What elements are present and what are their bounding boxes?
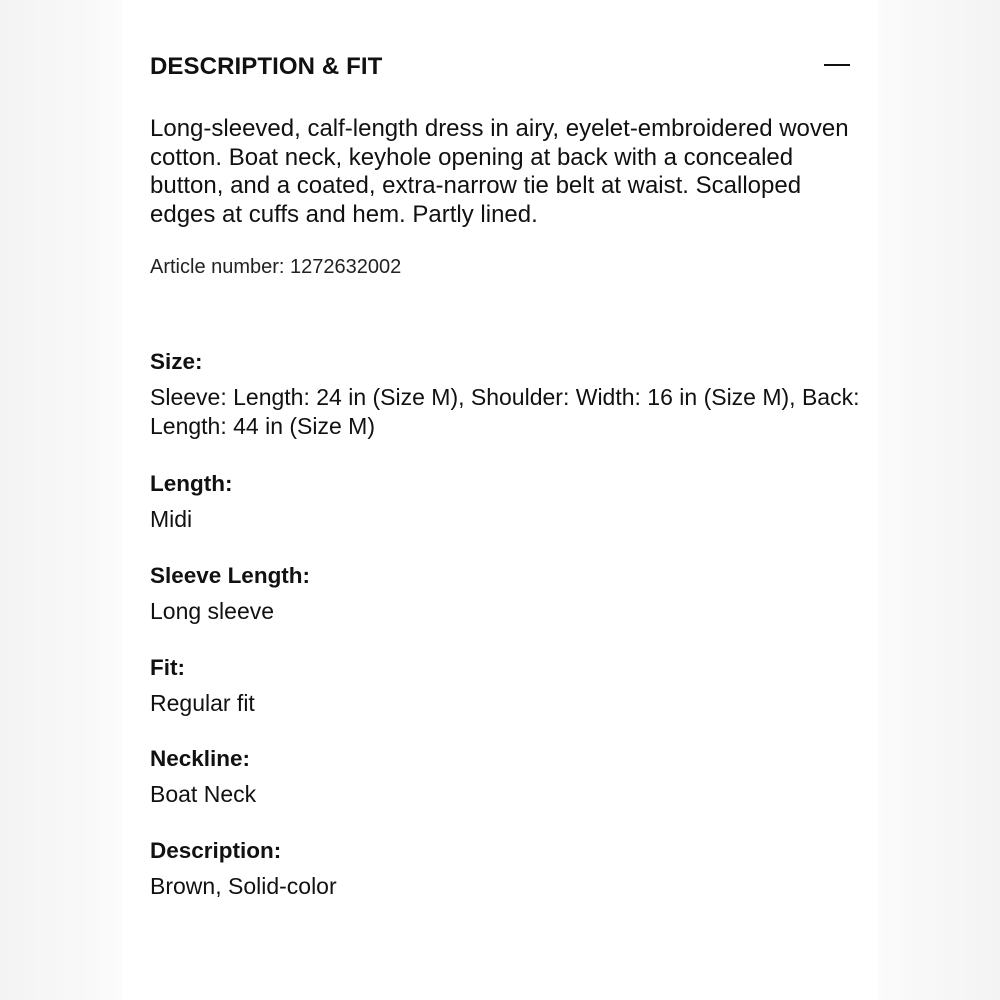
attribute-value: Brown, Solid-color	[150, 873, 337, 899]
attribute-value: Midi	[150, 506, 193, 532]
attribute-label: Sleeve Length:	[150, 563, 311, 588]
attribute-label: Neckline:	[150, 746, 251, 771]
attribute-description	[150, 837, 860, 901]
attribute-value: Sleeve: Length: 24 in (Size M), Shoulder: Width: 16 in (Size M), Back: Length: 44 in (Size M)	[150, 384, 860, 439]
attribute-value: Long sleeve	[150, 598, 275, 624]
attribute-size	[150, 348, 860, 440]
attribute-length	[150, 470, 860, 534]
attribute-neckline	[150, 745, 860, 809]
article-number: Article number: 1272632002	[150, 256, 402, 278]
attribute-sleeve-length	[150, 562, 860, 626]
minus-icon[interactable]	[822, 50, 852, 80]
description-fit-accordion-header[interactable]	[150, 50, 852, 84]
product-details-panel	[122, 0, 878, 1000]
attribute-label: Length:	[150, 471, 233, 496]
attribute-label: Description:	[150, 838, 282, 863]
attribute-value: Regular fit	[150, 690, 255, 716]
attribute-value: Boat Neck	[150, 781, 257, 807]
section-title: DESCRIPTION & FIT	[150, 53, 383, 80]
attribute-label: Fit:	[150, 655, 185, 680]
product-description: Long-sleeved, calf-length dress in airy, eyelet-embroidered woven cotton. Boat neck, keyhole opening at back with a concealed button, and a coated, extra-narrow tie belt at waist. Scalloped edges at cuffs and hem. Partly lined.	[150, 115, 849, 228]
attribute-fit	[150, 654, 860, 718]
attribute-label: Size:	[150, 349, 203, 374]
